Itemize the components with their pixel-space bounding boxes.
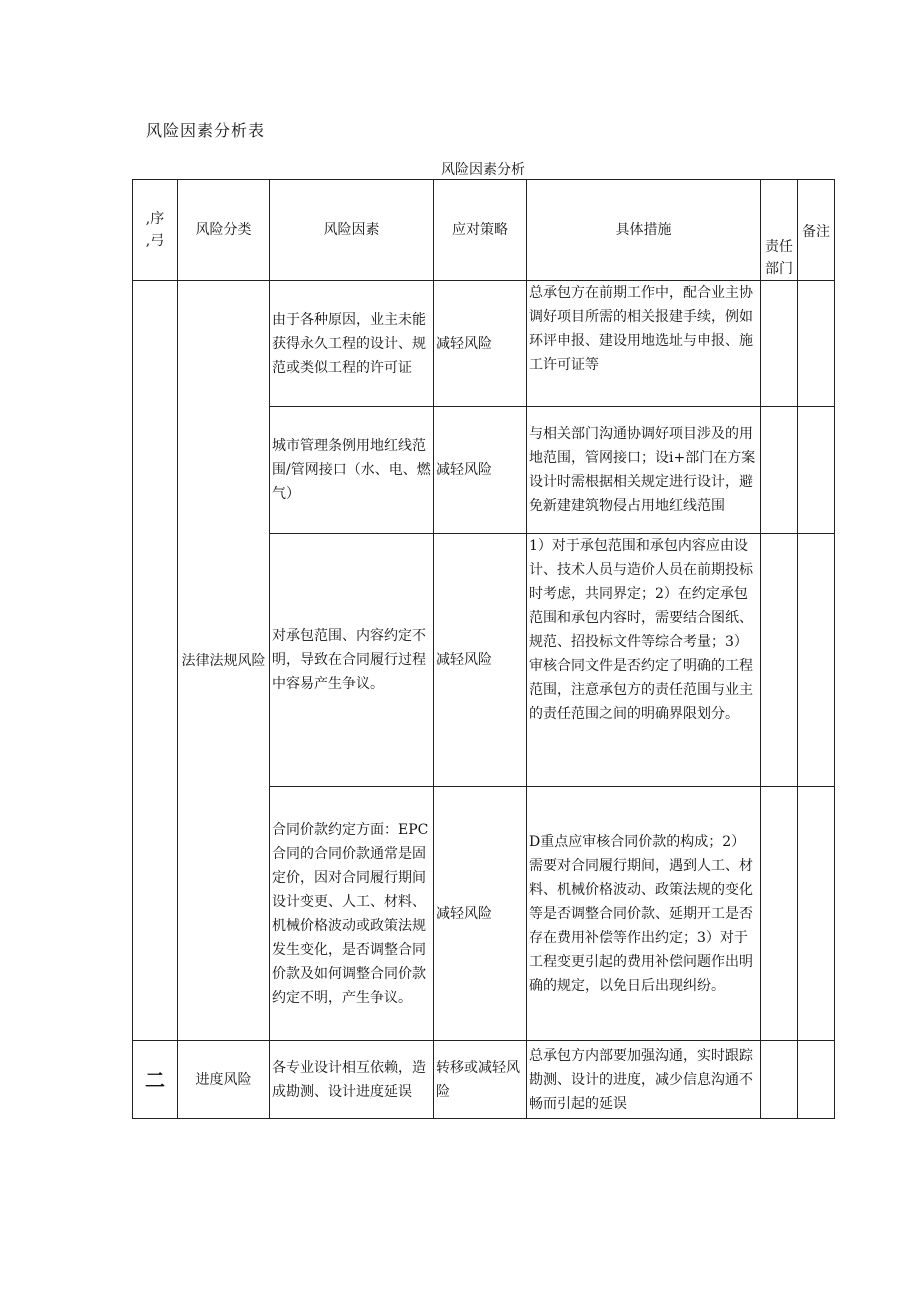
- dept-cell: [761, 407, 798, 534]
- risk-factor-cell: 由于各种原因，业主未能获得永久工程的设计、规范或类似工程的许可证: [270, 281, 434, 407]
- note-cell: [798, 1041, 835, 1119]
- header-seq-line2: ,弓: [145, 233, 165, 249]
- header-dept: 责任部门: [761, 180, 798, 281]
- table-row: [133, 281, 835, 407]
- group-category: 进度风险: [178, 1041, 270, 1119]
- strategy-cell: 减轻风险: [434, 534, 527, 787]
- measures-cell: 总承包方在前期工作中，配合业主协调好项目所需的相关报建手续，例如环评申报、建设用地选址与申报、施工许可证等: [527, 281, 761, 407]
- table-row: [133, 1041, 835, 1119]
- risk-factor-cell: 合同价款约定方面：EPC合同的合同价款通常是固定价，因对合同履行期间设计变更、人工、材料、机械价格波动或政策法规发生变化，是否调整合同价款及如何调整合同价款约定不明，产生争议。: [270, 787, 434, 1041]
- group-category: 法律法规风险: [178, 281, 270, 1041]
- measures-cell: 总承包方内部要加强沟通，实时跟踪勘测、设计的进度，减少信息沟通不畅而引起的延误: [527, 1041, 761, 1119]
- strategy-cell: 减轻风险: [434, 407, 527, 534]
- risk-factor-cell: 对承包范围、内容约定不明，导致在合同履行过程中容易产生争议。: [270, 534, 434, 787]
- header-seq-line1: ,序: [145, 211, 165, 227]
- header-strategy: 应对策略: [434, 180, 527, 281]
- table-caption: 风险因素分析: [441, 162, 525, 178]
- risk-analysis-table: [132, 179, 835, 1119]
- header-seq: [133, 180, 178, 281]
- dept-cell: [761, 787, 798, 1041]
- note-cell: [798, 281, 835, 407]
- note-cell: [798, 534, 835, 787]
- risk-factor-cell: 各专业设计相互依赖，造成勘测、设计进度延误: [270, 1041, 434, 1119]
- dept-cell: [761, 1041, 798, 1119]
- measures-cell: D重点应审核合同价款的构成；2）需要对合同履行期间，遇到人工、材料、机械价格波动、政策法规的变化等是否调整合同价款、延期开工是否存在费用补偿等作出约定；3）对于工程变更引起的费用补偿问题作出明确的规定，以免日后出现纠纷。: [527, 787, 761, 1041]
- measures-cell: 1）对于承包范围和承包内容应由设计、技术人员与造价人员在前期投标时考虑，共同界定；2）在约定承包范围和承包内容时，需要结合图纸、规范、招投标文件等综合考量；3）审核合同文件是否约定了明确的工程范围，注意承包方的责任范围与业主的责任范围之间的明确界限划分。: [527, 534, 761, 787]
- group-seq: 二: [133, 1041, 178, 1119]
- header-measures: 具体措施: [527, 180, 761, 281]
- header-row: [133, 180, 835, 281]
- header-note: 备注: [798, 180, 835, 281]
- dept-cell: [761, 281, 798, 407]
- dept-cell: [761, 534, 798, 787]
- risk-factor-cell: 城市管理条例用地红线范围/管网接口（水、电、燃气）: [270, 407, 434, 534]
- document-title: 风险因素分析表: [146, 121, 266, 140]
- header-factor: 风险因素: [270, 180, 434, 281]
- note-cell: [798, 407, 835, 534]
- group-seq: [133, 281, 178, 1041]
- header-category: 风险分类: [178, 180, 270, 281]
- strategy-cell: 减轻风险: [434, 787, 527, 1041]
- note-cell: [798, 787, 835, 1041]
- measures-cell: 与相关部门沟通协调好项目涉及的用地范围，管网接口；设i+部门在方案设计时需根据相关规定进行设计，避免新建建筑物侵占用地红线范围: [527, 407, 761, 534]
- strategy-cell: 转移或减轻风险: [434, 1041, 527, 1119]
- strategy-cell: 减轻风险: [434, 281, 527, 407]
